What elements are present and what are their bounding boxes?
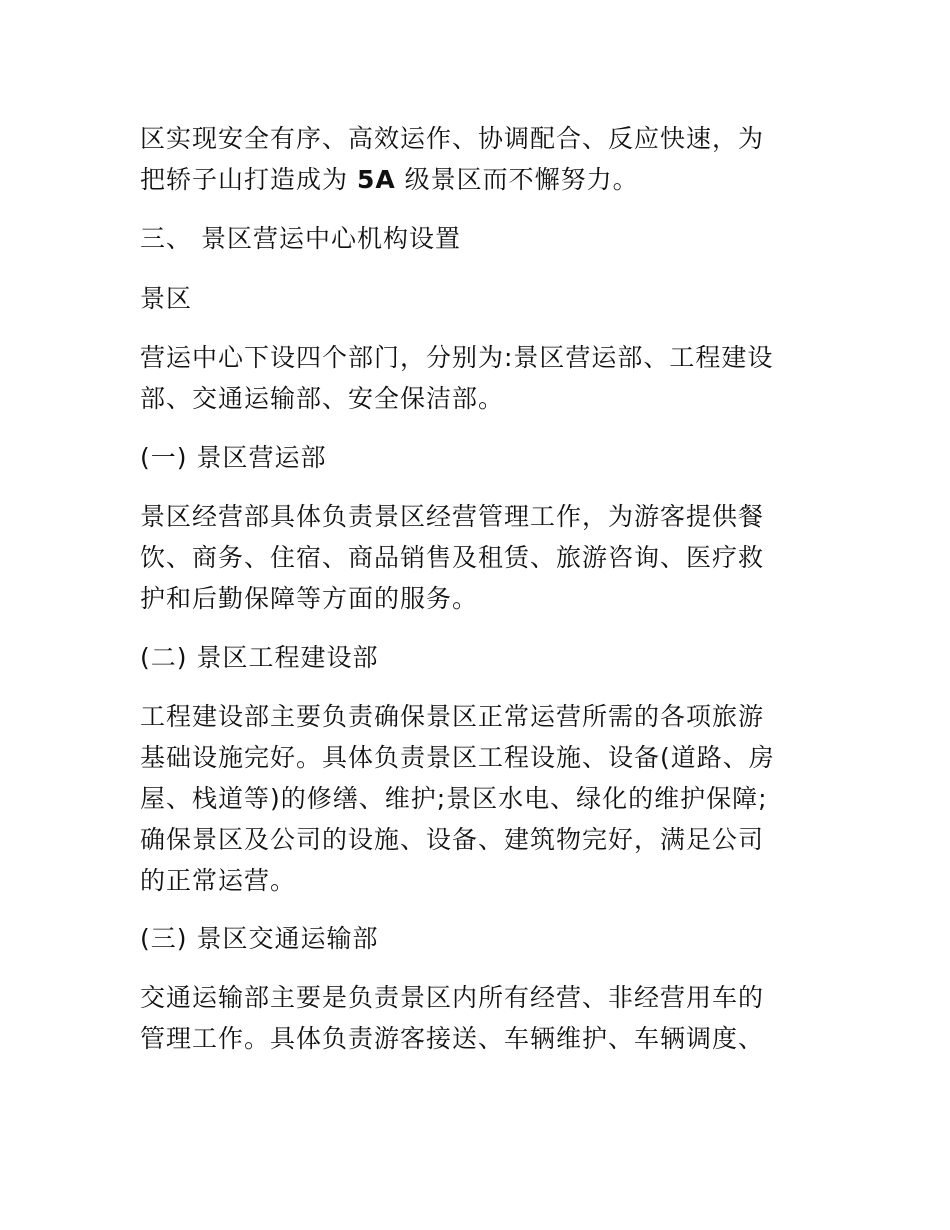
- text-run: 级景区而不懈努力。: [395, 165, 639, 194]
- dept-1-paragraph: [140, 496, 815, 619]
- department-heading: [140, 637, 815, 678]
- paragraph-line: [140, 159, 815, 200]
- section-heading: [140, 218, 815, 259]
- paragraph-line: 护和后勤保障等方面的服务。: [140, 584, 479, 613]
- paragraph-line: 屋、栈道等)的修缮、维护;景区水电、绿化的维护保障;: [140, 784, 768, 813]
- paragraph-line: 管理工作。具体负责游客接送、车辆维护、车辆调度、: [140, 1024, 765, 1053]
- department-heading: [140, 437, 815, 478]
- department-heading: [140, 918, 815, 959]
- dept-2-paragraph: [140, 696, 815, 901]
- paragraph-line: 交通运输部主要是负责景区内所有经营、非经营用车的: [140, 983, 765, 1012]
- dept-1-heading: (一) 景区营运部: [140, 443, 327, 472]
- dept-2-heading: (二) 景区工程建设部: [140, 643, 379, 672]
- text-run: 把轿子山打造成为: [140, 165, 357, 194]
- intro-paragraph: [140, 118, 815, 200]
- section-3-heading: 三、 景区营运中心机构设置: [140, 224, 461, 253]
- grade-5a-text: 5A: [356, 165, 396, 194]
- paragraph-line: 景区经营部具体负责景区经营管理工作，为游客提供餐: [140, 502, 765, 531]
- paragraph-line: 部、交通运输部、安全保洁部。: [140, 384, 505, 413]
- departments-intro-paragraph: [140, 337, 815, 419]
- scenic-label-paragraph: [140, 278, 815, 319]
- paragraph-line: 营运中心下设四个部门，分别为:景区营运部、工程建设: [140, 343, 774, 372]
- paragraph-line: 基础设施完好。具体负责景区工程设施、设备(道路、房: [140, 743, 775, 772]
- paragraph-line: 饮、商务、住宿、商品销售及租赁、旅游咨询、医疗救: [140, 543, 765, 572]
- paragraph-line: 区实现安全有序、高效运作、协调配合、反应快速，为: [140, 124, 765, 153]
- paragraph-line: 工程建设部主要负责确保景区正常运营所需的各项旅游: [140, 702, 765, 731]
- paragraph-line: 的正常运营。: [140, 866, 297, 895]
- dept-3-heading: (三) 景区交通运输部: [140, 924, 379, 953]
- paragraph-line: 确保景区及公司的设施、设备、建筑物完好，满足公司: [140, 825, 765, 854]
- scenic-label: 景区: [140, 284, 193, 313]
- dept-3-paragraph: [140, 977, 815, 1059]
